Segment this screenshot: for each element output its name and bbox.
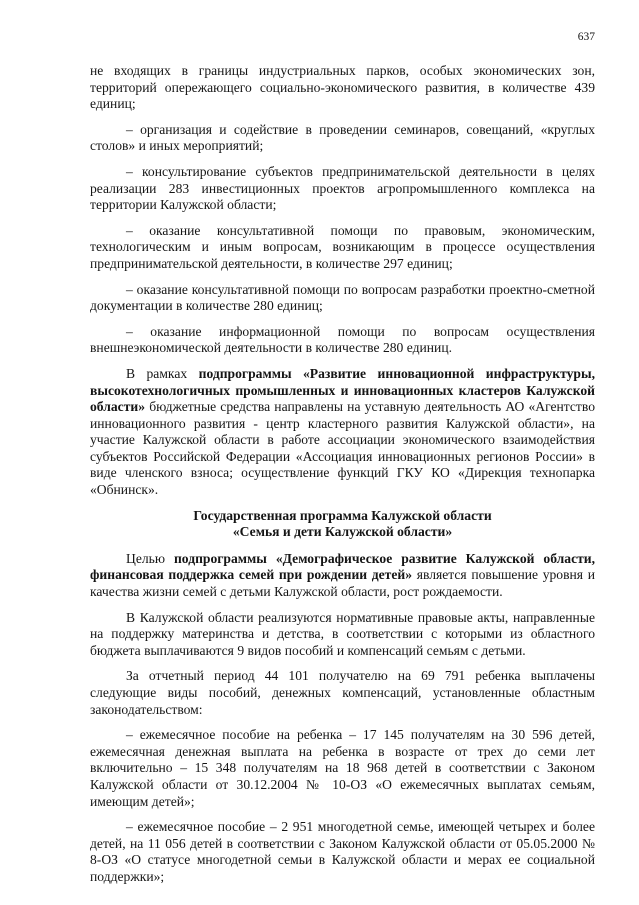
- paragraph: [90, 164, 595, 214]
- paragraph: [90, 223, 595, 273]
- text-run: – ежемесячное пособие – 2 951 многодетной семье, имеющей четырех и более детей, на 11 056 детей в соответствии с Законом Калужской области от 05.05.2000 № 8-ОЗ «О статусе многодетной семьи в Калужской области и мерах ее социальной поддержки»;: [90, 819, 595, 884]
- paragraph: [90, 819, 595, 885]
- section-heading-line-1: Государственная программа Калужской области: [193, 507, 492, 523]
- section-heading: [90, 508, 595, 541]
- paragraphs-block-2: [90, 551, 595, 886]
- text-run: В рамках: [126, 365, 199, 381]
- text-run: является повышение уровня и качества жизни семей с детьми Калужской области, рост рождаемости.: [90, 567, 595, 600]
- paragraph: [90, 668, 595, 718]
- page-content: [90, 63, 595, 895]
- text-run: – организация и содействие в проведении семинаров, совещаний, «круглых столов» и иных мероприятий;: [90, 121, 595, 154]
- paragraphs-block-1: [90, 63, 595, 499]
- paragraph: [90, 727, 595, 810]
- paragraph: [90, 366, 595, 499]
- text-run: – ежемесячное пособие на ребенка – 17 145 получателям на 30 596 детей, ежемесячная денежная выплата на ребенка в возрасте от трех до семи лет включительно – 15 348 получателям на 18 968 детей в соответствии с Законом Калужской области от 30.12.2004 № 10-ОЗ «О ежемесячных выплатах семьям, имеющим детей»;: [90, 727, 595, 809]
- text-run: Целью: [126, 550, 174, 566]
- text-run: не входящих в границы индустриальных парков, особых экономических зон, территорий опережающего социально-экономического развития, в количестве 439 единиц;: [90, 63, 595, 112]
- paragraph: [90, 63, 595, 113]
- text-run: За отчетный период 44 101 получателю на 69 791 ребенка выплачены следующие виды пособий, денежных компенсаций, установленные областным законодательством:: [90, 668, 595, 717]
- section-heading-line-2: «Семья и дети Калужской области»: [232, 524, 453, 540]
- paragraph: [90, 324, 595, 357]
- text-run: – оказание консультативной помощи по вопросам разработки проектно-сметной документации в количестве 280 единиц;: [90, 281, 595, 314]
- paragraph: [90, 122, 595, 155]
- page-number: 637: [577, 31, 595, 43]
- text-run: бюджетные средства направлены на уставную деятельность АО «Агентство инновационного развития - центр кластерного развития Калужской области», на участие Калужской области в работе ассоциации экономического взаимодействия субъектов Российской Федерации «Ассоциация инновационных регионов России» в виде членского взноса; осуществление функций ГКУ КО «Дирекция технопарка «Обнинск».: [90, 399, 595, 498]
- paragraph: [90, 610, 595, 660]
- bold-text-run: подпрограммы «Развитие инновационной инфраструктуры, высокотехнологичных промышленных и инновационных кластеров Калужской области»: [90, 365, 595, 415]
- text-run: – оказание информационной помощи по вопросам осуществления внешнеэкономической деятельности в количестве 280 единиц.: [90, 323, 595, 356]
- paragraph: [90, 282, 595, 315]
- paragraph: [90, 551, 595, 601]
- text-run: – оказание консультативной помощи по правовым, экономическим, технологическим и иным вопросам, возникающим в процессе осуществления предпринимательской деятельности, в количестве 297 единиц;: [90, 222, 595, 271]
- bold-text-run: подпрограммы «Демографическое развитие Калужской области, финансовая поддержка семей при рождении детей»: [90, 550, 596, 583]
- text-run: – консультирование субъектов предпринимательской деятельности в целях реализации 283 инвестиционных проектов агропромышленного комплекса на территории Калужской области;: [90, 163, 595, 213]
- text-run: В Калужской области реализуются нормативные правовые акты, направленные на поддержку материнства и детства, в соответствии с которыми из областного бюджета выплачиваются 9 видов пособий и компенсаций семьям с детьми.: [90, 609, 595, 658]
